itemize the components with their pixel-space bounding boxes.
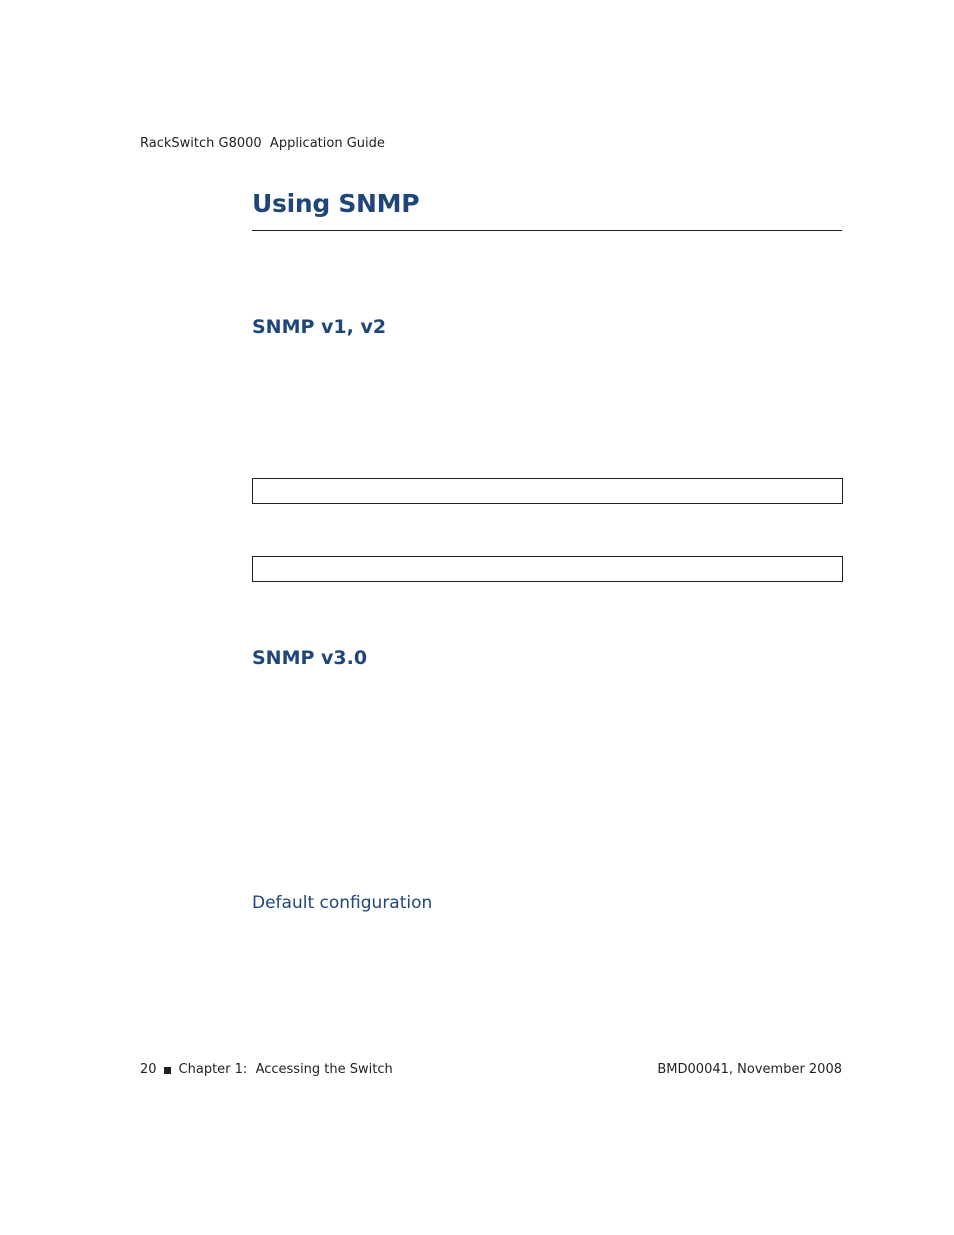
section-title: Using SNMP (252, 189, 420, 218)
running-header: RackSwitch G8000 Application Guide (140, 136, 385, 151)
footer-chapter: Chapter 1: Accessing the Switch (178, 1062, 393, 1077)
footer-doc-id: BMD00041, November 2008 (657, 1062, 842, 1077)
square-bullet-icon (164, 1067, 171, 1074)
subsection-title-snmp-v1-v2: SNMP v1, v2 (252, 316, 387, 338)
footer-left (140, 1062, 393, 1078)
page-number: 20 (140, 1062, 157, 1077)
command-box (252, 556, 843, 582)
command-box (252, 478, 843, 504)
minor-heading-default-configuration: Default configuration (252, 893, 433, 913)
subsection-title-snmp-v3: SNMP v3.0 (252, 647, 368, 669)
title-rule (252, 230, 842, 231)
